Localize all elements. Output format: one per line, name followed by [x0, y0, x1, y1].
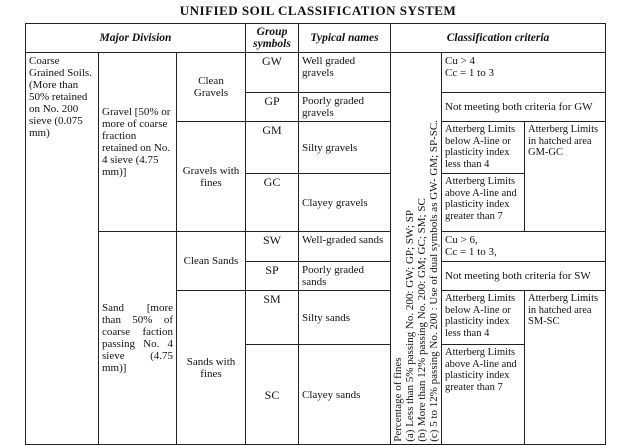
fines-percentage-note: Percentage of fines (a) Less than 5% passing No. 200: GW; GP; SW; SP (b) More than 12% passing No. 200: GM; GC; SM; SC (c) 5 to 12% passing No. 200 : Use of dual symbols as GW- GM; SP-SC. — [391, 53, 442, 445]
symbol-sm: SM — [246, 291, 299, 345]
name-sw: Well-graded sands — [299, 232, 391, 262]
name-gc: Clayey gravels — [299, 174, 391, 232]
criteria-sp: Not meeting both criteria for SW — [442, 262, 606, 291]
criteria-gp: Not meeting both criteria for GW — [442, 93, 606, 122]
header-classification-criteria: Classification criteria — [391, 24, 606, 53]
criteria-gw-cu: Cu > 4 — [445, 55, 476, 67]
sands-fines-label: Sands with fines — [177, 291, 246, 445]
gravels-fines-label: Gravels with fines — [177, 122, 246, 232]
criteria-gm: Atterberg Limits below A-line or plasticity index less than 4 — [442, 122, 525, 174]
criteria-gc: Atterberg Limits above A-line and plasticity index greater than 7 — [442, 174, 525, 232]
criteria-sc: Atterberg Limits above A-line and plasticity index greater than 7 — [442, 345, 525, 445]
header-typical-names: Typical names — [299, 24, 391, 53]
gravel-label: Gravel [50% or more of coarse fraction retained on No. 4 sieve (4.75 mm)] — [99, 53, 177, 232]
criteria-gw-cc: Cc = 1 to 3 — [445, 67, 494, 79]
criteria-sm: Atterberg Limits below A-line or plasticity index less than 4 — [442, 291, 525, 345]
name-gm: Silty gravels — [299, 122, 391, 174]
name-gp: Poorly graded gravels — [299, 93, 391, 122]
criteria-sm-sc: Atterberg Limits in hatched area SM-SC — [525, 291, 606, 445]
symbol-sp: SP — [246, 262, 299, 291]
page-title: UNIFIED SOIL CLASSIFICATION SYSTEM — [179, 3, 457, 18]
criteria-sw — [442, 232, 606, 262]
symbol-gw: GW — [246, 53, 299, 93]
criteria-sw-cu: Cu > 6, — [445, 234, 478, 246]
header-group-symbols: Group symbols — [246, 24, 299, 53]
symbol-gc: GC — [246, 174, 299, 232]
name-sm: Silty sands — [299, 291, 391, 345]
symbol-gp: GP — [246, 93, 299, 122]
clean-sands-label: Clean Sands — [177, 232, 246, 291]
table-row — [26, 53, 606, 93]
coarse-grained-label: Coarse Grained Soils. (More than 50% retained on No. 200 sieve (0.075 mm) — [26, 53, 99, 445]
table-row — [26, 232, 606, 262]
criteria-gw — [442, 53, 606, 93]
name-sc: Clayey sands — [299, 345, 391, 445]
criteria-gm-gc: Atterberg Limits in hatched area GM-GC — [525, 122, 606, 232]
symbol-sc: SC — [246, 345, 299, 445]
header-major-division: Major Division — [26, 24, 246, 53]
name-gw: Well graded gravels — [299, 53, 391, 93]
criteria-sw-cc: Cc = 1 to 3, — [445, 246, 497, 258]
header-row — [26, 24, 606, 53]
clean-gravels-label: Clean Gravels — [177, 53, 246, 122]
symbol-gm: GM — [246, 122, 299, 174]
uscs-table — [25, 23, 606, 445]
symbol-sw: SW — [246, 232, 299, 262]
sand-label: Sand [more than 50% of coarse faction passing No. 4 sieve (4.75 mm)] — [99, 232, 177, 445]
name-sp: Poorly graded sands — [299, 262, 391, 291]
